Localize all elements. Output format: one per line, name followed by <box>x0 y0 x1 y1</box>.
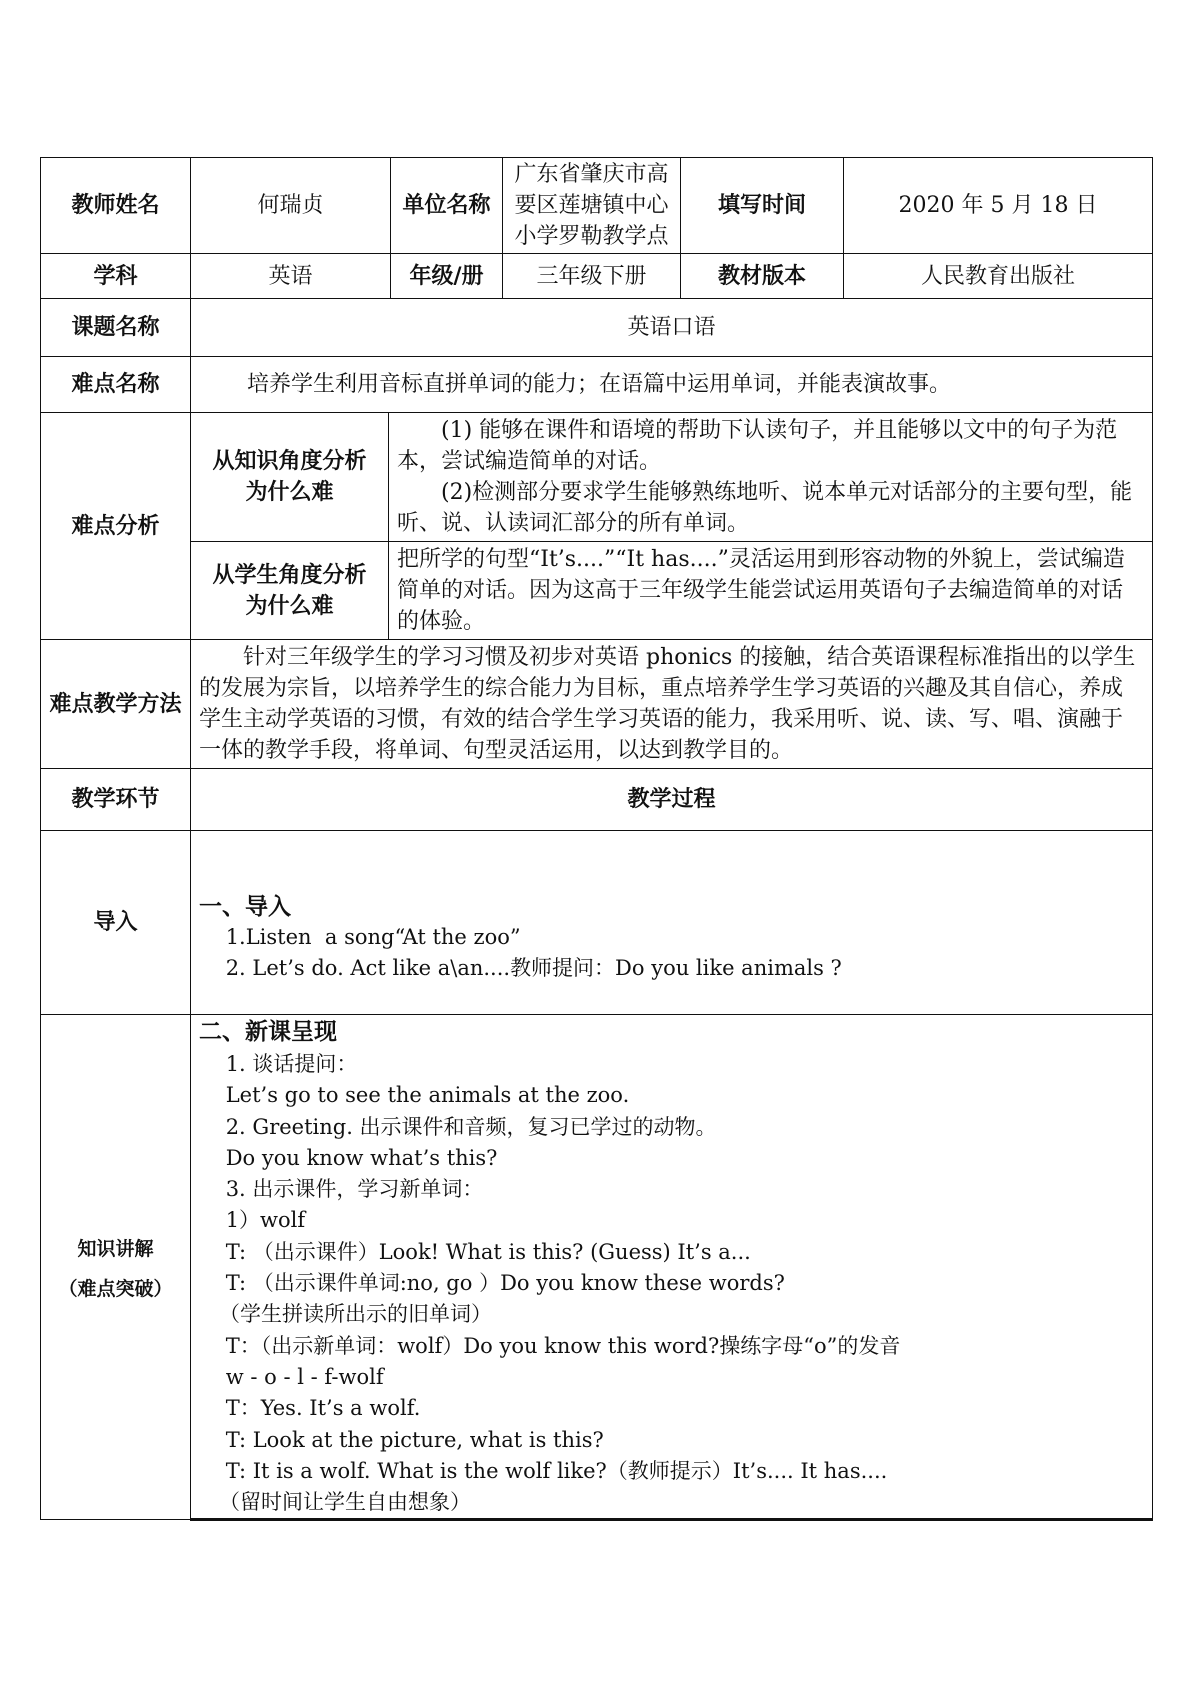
intro-title: 一、导入 <box>199 892 291 920</box>
student-angle-text: 把所学的句型“It’s....”“It has....”灵活运用到形容动物的外貌上，尝试编造简单的对话。因为这高于三年级学生能尝试运用英语句子去编造简单的对话的体验。 <box>389 542 1153 640</box>
intro-label: 导入 <box>41 831 191 1015</box>
unit-name: 广东省肇庆市高要区莲塘镇中心小学罗勒教学点 <box>503 158 681 254</box>
process-label: 教学过程 <box>191 769 1153 831</box>
difficulty-value: 培养学生利用音标直拼单词的能力；在语篇中运用单词，并能表演故事。 <box>191 357 1153 413</box>
process-header-row <box>41 769 1153 831</box>
knowledge-label-1: 知识讲解 <box>77 1238 154 1261</box>
topic-label: 课题名称 <box>41 299 191 357</box>
knowledge-angle-label: 从知识角度分析为什么难 <box>191 413 389 542</box>
grade-label: 年级/册 <box>391 254 503 299</box>
date-value: 2020 年 5 月 18 日 <box>844 158 1153 254</box>
unit-label: 单位名称 <box>391 158 503 254</box>
edition-value: 人民教育出版社 <box>844 254 1153 299</box>
difficulty-row <box>41 357 1153 413</box>
date-label: 填写时间 <box>681 158 844 254</box>
knowledge-line: 1. 谈话提问： <box>199 1052 358 1076</box>
knowledge-line: T：（出示新单词：wolf）Do you know this word?操练字母“o”的发音 <box>199 1333 901 1358</box>
intro-line-1: 1.Listen a song“At the zoo” <box>199 924 521 949</box>
knowledge-line: 2. Greeting. 出示课件和音频，复习已学过的动物。 <box>199 1114 717 1139</box>
subject-label: 学科 <box>41 254 191 299</box>
method-value: 针对三年级学生的学习习惯及初步对英语 phonics 的接触，结合英语课程标准指出的以学生的发展为宗旨，以培养学生的综合能力为目标，重点培养学生学习英语的兴趣及其自信心，养成学生主动学英语的习惯，有效的结合学生学习英语的能力，我采用听、说、读、写、唱、演融于一体的教学手段，将单词、句型灵活运用，以达到教学目的。 <box>191 640 1153 769</box>
intro-content <box>191 831 1153 1015</box>
knowledge-line: w - o - l - f-wolf <box>199 1364 384 1389</box>
knowledge-line: Let’s go to see the animals at the zoo. <box>199 1083 630 1108</box>
knowledge-line: T: Look at the picture, what is this? <box>199 1427 604 1452</box>
knowledge-line: T: （出示课件单词:no, go ）Do you know these words? <box>199 1271 785 1296</box>
analysis-student-row <box>41 542 1153 640</box>
lesson-plan-table <box>40 157 1153 1521</box>
knowledge-point-1: (1) 能够在课件和语境的帮助下认读句子，并且能够以文中的句子为范本，尝试编造简单的对话。 <box>397 418 1118 474</box>
topic-value: 英语口语 <box>191 299 1153 357</box>
method-row <box>41 640 1153 769</box>
knowledge-line: 3. 出示课件，学习新单词： <box>199 1177 484 1202</box>
analysis-label: 难点分析 <box>41 413 191 640</box>
teacher-name: 何瑞贞 <box>191 158 391 254</box>
method-label: 难点教学方法 <box>41 640 191 769</box>
knowledge-label-2: （难点突破） <box>58 1278 173 1301</box>
knowledge-line: （留时间让学生自由想象） <box>199 1490 472 1515</box>
grade-value: 三年级下册 <box>503 254 681 299</box>
knowledge-row <box>41 1015 1153 1520</box>
process-stage-label: 教学环节 <box>41 769 191 831</box>
knowledge-line: T: （出示课件）Look! What is this? (Guess) It’s a... <box>199 1239 751 1264</box>
teacher-label: 教师姓名 <box>41 158 191 254</box>
knowledge-line: T：Yes. It’s a wolf. <box>199 1396 421 1421</box>
knowledge-line: Do you know what’s this? <box>199 1145 498 1170</box>
analysis-knowledge-row <box>41 413 1153 542</box>
knowledge-line: （学生拼读所出示的旧单词） <box>199 1302 493 1327</box>
subject-value: 英语 <box>191 254 391 299</box>
edition-label: 教材版本 <box>681 254 844 299</box>
intro-row <box>41 831 1153 1015</box>
knowledge-angle-text <box>389 413 1153 542</box>
knowledge-point-2: (2)检测部分要求学生能够熟练地听、说本单元对话部分的主要句型，能听、说、认读词汇部分的所有单词。 <box>397 480 1133 536</box>
header-row <box>41 158 1153 254</box>
knowledge-title: 二、新课呈现 <box>199 1018 337 1045</box>
intro-line-2: 2. Let’s do. Act like a\an....教师提问：Do you like animals ? <box>199 956 842 980</box>
topic-row <box>41 299 1153 357</box>
difficulty-label: 难点名称 <box>41 357 191 413</box>
knowledge-line: 1）wolf <box>199 1208 306 1233</box>
knowledge-content <box>191 1015 1153 1520</box>
knowledge-label-cell <box>41 1015 191 1520</box>
subject-row <box>41 254 1153 299</box>
knowledge-line: T: It is a wolf. What is the wolf like?（教师提示）It’s.... It has.... <box>199 1458 888 1483</box>
student-angle-label: 从学生角度分析为什么难 <box>191 542 389 640</box>
